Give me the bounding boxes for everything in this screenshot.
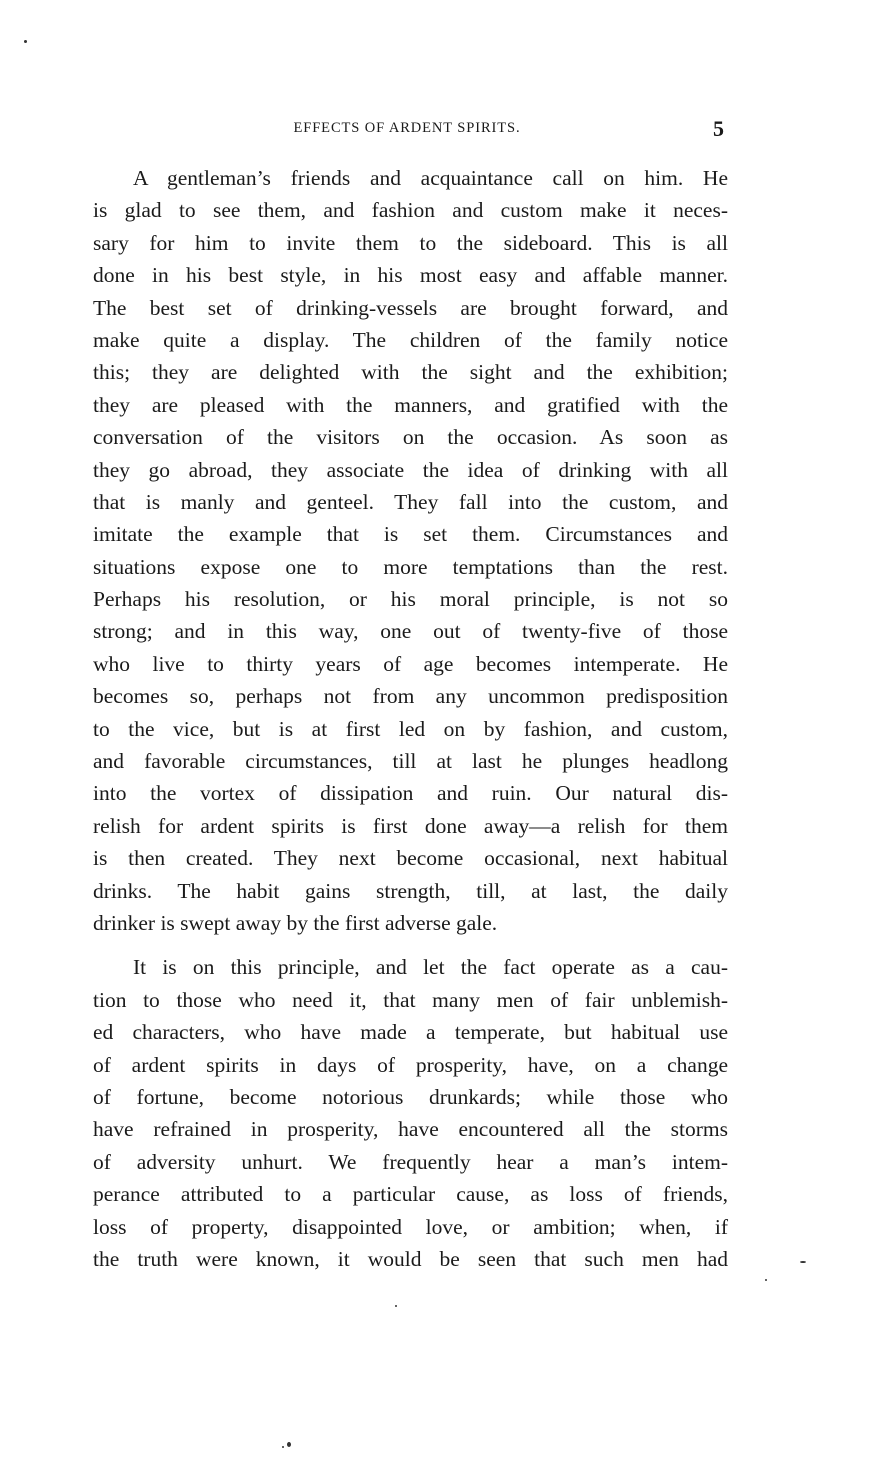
paragraph-1	[93, 162, 728, 939]
text-line: this; they are delighted with the sight and the exhibition;	[93, 360, 728, 385]
text-line: drinker is swept away by the first adverse gale.	[93, 910, 498, 935]
text-line: make quite a display. The children of the family notice	[93, 327, 728, 352]
text-line: becomes so, perhaps not from any uncommon predisposition	[93, 684, 728, 709]
text-line: strong; and in this way, one out of twenty-five of those	[93, 619, 728, 644]
scan-speck	[765, 1279, 767, 1281]
text-line: who live to thirty years of age becomes intemperate. He	[93, 651, 728, 676]
body-text	[93, 162, 728, 1275]
text-line: relish for ardent spirits is first done away—a relish for them	[93, 813, 728, 838]
text-line: the truth were known, it would be seen that such men had	[93, 1246, 728, 1271]
text-line: they go abroad, they associate the idea of drinking with all	[93, 457, 728, 482]
text-line: ed characters, who have made a temperate, but habitual use	[93, 1020, 728, 1045]
text-line: drinks. The habit gains strength, till, at last, the daily	[93, 878, 728, 903]
paragraph-2	[93, 951, 728, 1275]
text-line: of adversity unhurt. We frequently hear a man’s intem-	[93, 1149, 728, 1174]
text-line: Perhaps his resolution, or his moral principle, is not so	[93, 587, 728, 612]
scan-speck	[282, 1446, 284, 1448]
text-line: conversation of the visitors on the occasion. As soon as	[93, 425, 728, 450]
text-line: loss of property, disappointed love, or ambition; when, if	[93, 1214, 728, 1239]
scan-speck	[24, 40, 27, 43]
scan-speck	[800, 1261, 806, 1263]
text-line: and favorable circumstances, till at last he plunges headlong	[93, 749, 728, 774]
text-line: The best set of drinking-vessels are brought forward, and	[93, 295, 728, 320]
paragraph-gap	[93, 939, 728, 951]
text-line: of fortune, become notorious drunkards; while those who	[93, 1084, 728, 1109]
text-line: into the vortex of dissipation and ruin. Our natural dis-	[93, 781, 728, 806]
running-head: EFFECTS OF ARDENT SPIRITS.	[293, 120, 521, 136]
text-line: they are pleased with the manners, and gratified with the	[93, 392, 728, 417]
text-line: to the vice, but is at first led on by fashion, and custom,	[93, 716, 728, 741]
text-line: tion to those who need it, that many men of fair unblemish-	[93, 987, 728, 1012]
text-line: done in his best style, in his most easy and affable manner.	[93, 263, 728, 288]
page-number: 5	[713, 116, 724, 141]
text-line: situations expose one to more temptations than the rest.	[93, 554, 728, 579]
scan-speck	[395, 1305, 397, 1307]
text-line: sary for him to invite them to the sideboard. This is all	[93, 230, 728, 255]
scan-speck	[287, 1442, 291, 1447]
text-line: perance attributed to a particular cause, as loss of friends,	[93, 1182, 728, 1207]
page-header	[92, 116, 732, 146]
text-line: of ardent spirits in days of prosperity, have, on a change	[93, 1052, 728, 1077]
text-line: It is on this principle, and let the fact operate as a cau-	[133, 955, 728, 980]
text-line: have refrained in prosperity, have encountered all the storms	[93, 1117, 728, 1142]
text-line: is glad to see them, and fashion and custom make it neces-	[93, 198, 728, 223]
text-line: is then created. They next become occasional, next habitual	[93, 846, 728, 871]
text-line: that is manly and genteel. They fall into the custom, and	[93, 489, 728, 514]
text-line: imitate the example that is set them. Circumstances and	[93, 522, 728, 547]
text-line: A gentleman’s friends and acquaintance call on him. He	[133, 166, 728, 190]
